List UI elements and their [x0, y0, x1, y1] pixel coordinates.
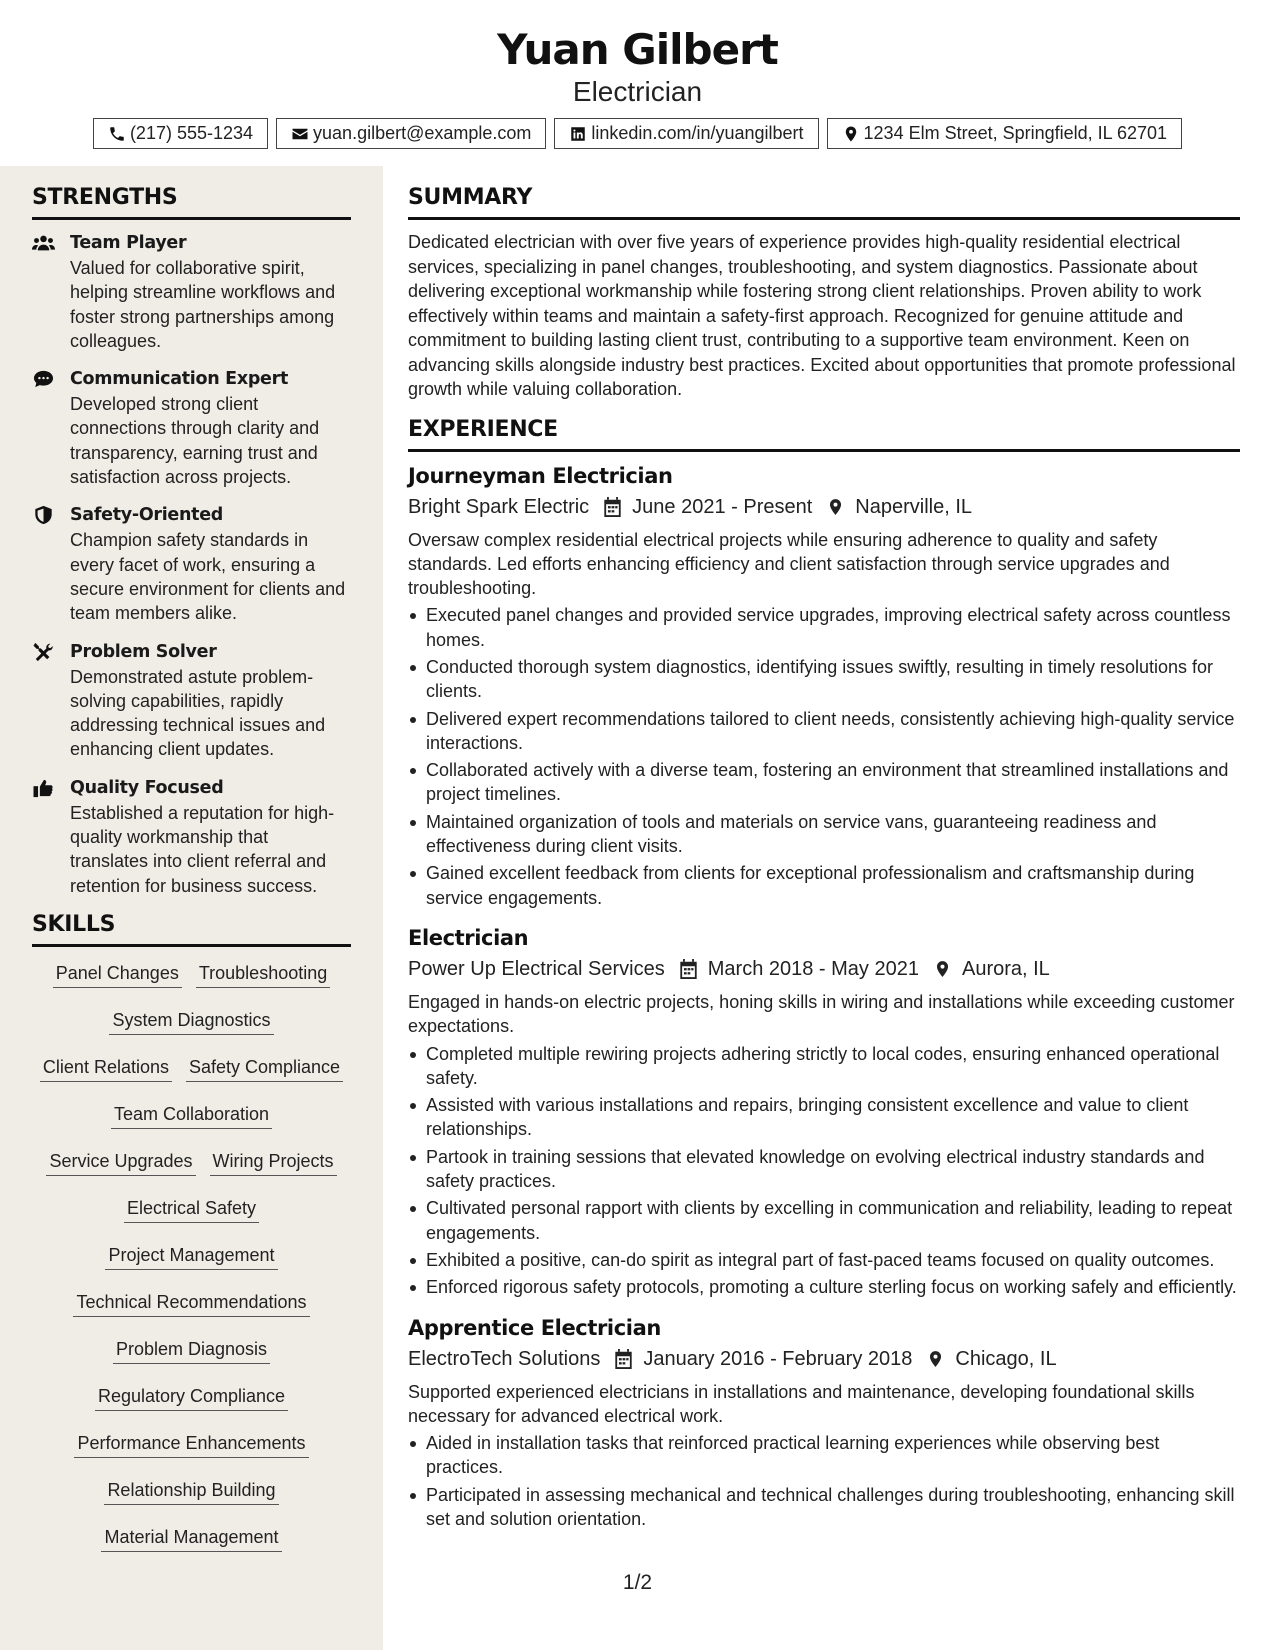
page-number: 1/2: [622, 1571, 653, 1594]
job-dates: January 2016 - February 2018: [643, 1347, 913, 1370]
skills-heading: SKILLS: [32, 911, 351, 947]
job-bullets: [408, 1042, 1240, 1300]
strength-item: [32, 366, 351, 489]
job-meta: [408, 954, 1240, 984]
job-bullets: [408, 603, 1240, 910]
job-description: Supported experienced electricians in installations and maintenance, developing foundational skills necessary for advanced electrical work.: [408, 1381, 1195, 1426]
tools-icon: [32, 642, 55, 662]
job-location: Aurora, IL: [961, 957, 1050, 980]
list-item: Maintained organization of tools and materials on service vans, guaranteeing readiness and effectiveness during client visits.: [408, 810, 1240, 859]
skill-tag: Performance Enhancements: [74, 1431, 308, 1458]
skill-tag: Wiring Projects: [210, 1149, 337, 1176]
list-item: Completed multiple rewiring projects adhering strictly to local codes, ensuring enhanced operational safety.: [408, 1042, 1240, 1091]
job-description: Oversaw complex residential electrical projects while ensuring adherence to quality and safety standards. Led efforts enhancing efficiency and client satisfaction through service upgrades and troubleshooting.: [408, 529, 1170, 599]
contact-linkedin[interactable]: [554, 118, 818, 149]
job-title: Journeyman Electrician: [408, 463, 673, 488]
list-item: Aided in installation tasks that reinforced practical learning experiences while observing best practices.: [408, 1431, 1240, 1480]
calendar-icon: [603, 497, 622, 517]
list-item: Enforced rigorous safety protocols, promoting a culture sterling focus on working safely and efficiently.: [408, 1275, 1240, 1299]
linkedin-text: linkedin.com/in/yuangilbert: [591, 123, 804, 143]
calendar-icon: [614, 1349, 633, 1369]
map-pin-icon: [926, 1349, 945, 1369]
users-icon: [32, 233, 55, 253]
skill-tag: Relationship Building: [104, 1478, 278, 1505]
list-item: Gained excellent feedback from clients for exceptional professionalism and craftsmanship during service engagements.: [408, 861, 1240, 910]
strength-desc: Champion safety standards in every facet of work, ensuring a secure environment for clients and team members alike.: [70, 530, 346, 624]
thumbs-up-icon: [32, 778, 55, 798]
address-text: 1234 Elm Street, Springfield, IL 62701: [863, 123, 1168, 143]
strength-desc: Developed strong client connections through clarity and transparency, earning trust and satisfaction across projects.: [70, 394, 320, 488]
list-item: Cultivated personal rapport with clients by excelling in communication and reliability, leading to repeat engagements.: [408, 1196, 1240, 1245]
main-content: [408, 166, 1240, 1534]
job-title: Apprentice Electrician: [408, 1315, 661, 1340]
list-item: Conducted thorough system diagnostics, identifying issues swiftly, resulting in timely resolutions for clients.: [408, 655, 1240, 704]
contact-phone[interactable]: [93, 118, 268, 149]
skill-tag: Material Management: [101, 1525, 281, 1552]
job-location: Naperville, IL: [855, 495, 973, 518]
map-pin-icon: [842, 125, 860, 143]
skill-tag: Panel Changes: [53, 961, 182, 988]
strength-item: [32, 639, 351, 762]
shield-icon: [32, 505, 55, 525]
contact-bar: [0, 118, 1275, 149]
email-text: yuan.gilbert@example.com: [313, 123, 532, 143]
skills-list: [32, 961, 351, 1572]
skill-tag: Client Relations: [40, 1055, 172, 1082]
list-item: Collaborated actively with a diverse team, fostering an environment that streamlined installations and project timelines.: [408, 758, 1240, 807]
strength-item: [32, 775, 351, 898]
skill-tag: Electrical Safety: [124, 1196, 259, 1223]
linkedin-icon: [569, 125, 587, 143]
job-description: Engaged in hands-on electric projects, honing skills in wiring and installations while exceeding customer expectations.: [408, 991, 1235, 1037]
strength-desc: Valued for collaborative spirit, helping streamline workflows and foster strong partnerships among colleagues.: [70, 258, 336, 351]
strength-item: [32, 230, 351, 353]
job-meta: [408, 1344, 1240, 1374]
strength-title: Problem Solver: [70, 641, 217, 662]
envelope-icon: [291, 125, 309, 143]
experience-heading: EXPERIENCE: [408, 416, 1240, 452]
candidate-name: Yuan Gilbert: [497, 25, 778, 74]
skill-tag: Service Upgrades: [46, 1149, 195, 1176]
skill-tag: Problem Diagnosis: [113, 1337, 270, 1364]
list-item: Delivered expert recommendations tailored to client needs, consistently achieving high-quality service interactions.: [408, 707, 1240, 756]
resume-header: [0, 0, 1275, 149]
skill-tag: Safety Compliance: [186, 1055, 343, 1082]
strength-title: Team Player: [70, 233, 187, 253]
job-entry: [408, 924, 1240, 1300]
job-company: Bright Spark Electric: [408, 495, 590, 518]
skill-tag: Project Management: [105, 1243, 277, 1270]
job-company: ElectroTech Solutions: [408, 1347, 601, 1370]
list-item: Exhibited a positive, can-do spirit as integral part of fast-paced teams focused on quality outcomes.: [408, 1248, 1240, 1272]
skill-tag: Troubleshooting: [196, 961, 330, 988]
phone-icon: [108, 125, 126, 143]
contact-email[interactable]: [276, 118, 546, 149]
job-dates: June 2021 - Present: [632, 495, 813, 518]
skill-tag: Regulatory Compliance: [95, 1384, 288, 1411]
job-entry: [408, 1314, 1240, 1532]
list-item: Participated in assessing mechanical and technical challenges during troubleshooting, enhancing skill set and solution orientation.: [408, 1483, 1240, 1532]
strengths-heading: STRENGTHS: [32, 184, 351, 220]
sidebar: [0, 166, 383, 1650]
list-item: Partook in training sessions that elevated knowledge on evolving electrical industry standards and safety practices.: [408, 1145, 1240, 1194]
job-title: Electrician: [408, 925, 529, 950]
contact-address[interactable]: [827, 118, 1183, 149]
skill-tag: Technical Recommendations: [73, 1290, 309, 1317]
strength-title: Quality Focused: [70, 777, 224, 798]
list-item: Executed panel changes and provided service upgrades, improving electrical safety across countless homes.: [408, 603, 1240, 652]
list-item: Assisted with various installations and repairs, bringing consistent excellence and value to client relationships.: [408, 1093, 1240, 1142]
speech-bubble-icon: [32, 369, 55, 389]
skill-tag: Team Collaboration: [111, 1102, 272, 1129]
map-pin-icon: [826, 497, 845, 517]
candidate-title: Electrician: [572, 76, 703, 107]
strength-desc: Demonstrated astute problem-solving capabilities, rapidly addressing technical issues and enhancing client updates.: [70, 666, 326, 760]
strength-title: Safety-Oriented: [70, 505, 224, 526]
strengths-list: [32, 230, 351, 898]
summary-text: Dedicated electrician with over five years of experience provides high-quality residential electrical services, specializing in panel changes, troubleshooting, and system diagnostics. Passionate about delivering exceptional workmanship while fostering strong client relationships. Proven ability to work effectively within teams and maintain a safety-first approach. Recognized for genuine attitude and commitment to building lasting client trust, contributing to a supportive team environment. Keen on advancing skills alongside industry best practices. Excited about opportunities that promote professional growth while valuing collaboration.: [408, 232, 1236, 399]
map-pin-icon: [933, 959, 952, 979]
calendar-icon: [679, 959, 698, 979]
strength-title: Communication Expert: [70, 369, 289, 390]
phone-text: (217) 555-1234: [129, 123, 254, 143]
job-bullets: [408, 1431, 1240, 1531]
strength-desc: Established a reputation for high-quality workmanship that translates into client referral and retention for business success.: [70, 802, 335, 896]
job-location: Chicago, IL: [955, 1347, 1057, 1370]
skill-tag: System Diagnostics: [109, 1008, 273, 1035]
strength-item: [32, 502, 351, 625]
job-dates: March 2018 - May 2021: [707, 957, 919, 980]
summary-heading: SUMMARY: [408, 184, 1240, 220]
job-meta: [408, 492, 1240, 522]
job-company: Power Up Electrical Services: [408, 957, 665, 980]
job-entry: [408, 462, 1240, 910]
